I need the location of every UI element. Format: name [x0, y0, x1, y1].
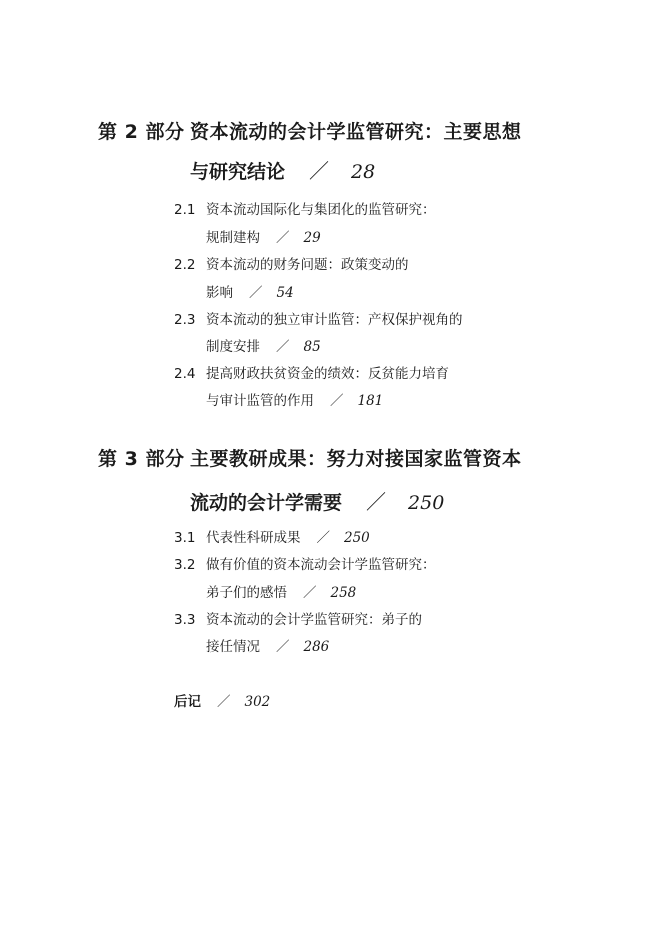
- entry-number: 3.3: [174, 612, 196, 628]
- entry-title-cont: 与审计监管的作用: [206, 393, 314, 409]
- part-2-page: 28: [351, 161, 376, 183]
- entry-number: 3.2: [174, 557, 196, 573]
- separator: ／: [366, 490, 387, 514]
- entry-title: 资本流动的会计学监管研究：弟子的: [206, 612, 422, 628]
- part-2-label: 第 2 部分: [98, 121, 185, 143]
- entry-page: 258: [330, 585, 357, 601]
- entry-3-2: [174, 553, 436, 573]
- entry-3-3: [174, 608, 422, 628]
- part-3-heading-cont: [190, 486, 444, 515]
- entry-2-4: [174, 362, 449, 382]
- entry-page: 286: [303, 639, 330, 655]
- entry-title: 资本流动的独立审计监管：产权保护视角的: [206, 312, 463, 328]
- afterword-entry: [174, 690, 270, 710]
- entry-title: 资本流动的财务问题：政策变动的: [206, 257, 409, 273]
- entry-2-3: [174, 308, 463, 328]
- entry-number: 2.2: [174, 257, 196, 273]
- part-3-heading: [98, 444, 522, 471]
- entry-page: 54: [276, 285, 294, 301]
- entry-title: 代表性科研成果: [206, 530, 301, 546]
- part-2-heading-cont: [190, 155, 375, 184]
- separator: ／: [276, 639, 290, 655]
- separator: ／: [309, 159, 330, 183]
- afterword-page: 302: [244, 694, 271, 710]
- entry-2-3-cont: [206, 335, 321, 355]
- separator: ／: [276, 230, 290, 246]
- entry-page: 85: [303, 339, 321, 355]
- entry-2-2: [174, 253, 409, 273]
- entry-title-cont: 制度安排: [206, 339, 260, 355]
- entry-page: 29: [303, 230, 321, 246]
- part-2-heading: [98, 117, 522, 144]
- entry-2-1: [174, 198, 436, 218]
- entry-number: 2.3: [174, 312, 196, 328]
- part-2-title-cont: 与研究结论: [190, 161, 286, 183]
- part-3-title: 主要教研成果：努力对接国家监管资本: [190, 448, 522, 470]
- part-3-title-cont: 流动的会计学需要: [190, 492, 343, 514]
- entry-title-cont: 接任情况: [206, 639, 260, 655]
- entry-2-4-cont: [206, 389, 383, 409]
- entry-title-cont: 影响: [206, 285, 233, 301]
- separator: ／: [330, 393, 344, 409]
- separator: ／: [276, 339, 290, 355]
- entry-page: 181: [357, 393, 384, 409]
- separator: ／: [249, 285, 263, 301]
- part-3-label: 第 3 部分: [98, 448, 185, 470]
- entry-3-3-cont: [206, 635, 329, 655]
- separator: ／: [303, 585, 317, 601]
- entry-number: 2.1: [174, 202, 196, 218]
- afterword-label: 后记: [174, 694, 201, 710]
- entry-2-1-cont: [206, 226, 321, 246]
- part-3-page: 250: [408, 492, 445, 514]
- entry-number: 3.1: [174, 530, 196, 546]
- entry-title: 提高财政扶贫资金的绩效：反贫能力培育: [206, 366, 449, 382]
- entry-3-2-cont: [206, 581, 356, 601]
- entry-2-2-cont: [206, 281, 294, 301]
- entry-title: 资本流动国际化与集团化的监管研究：: [206, 202, 436, 218]
- entry-3-1: [174, 526, 370, 546]
- entry-title-cont: 弟子们的感悟: [206, 585, 287, 601]
- entry-page: 250: [344, 530, 370, 546]
- separator: ／: [217, 694, 231, 710]
- separator: ／: [316, 530, 330, 546]
- entry-number: 2.4: [174, 366, 196, 382]
- part-2-title: 资本流动的会计学监管研究：主要思想: [190, 121, 522, 143]
- entry-title-cont: 规制建构: [206, 230, 260, 246]
- entry-title: 做有价值的资本流动会计学监管研究：: [206, 557, 436, 573]
